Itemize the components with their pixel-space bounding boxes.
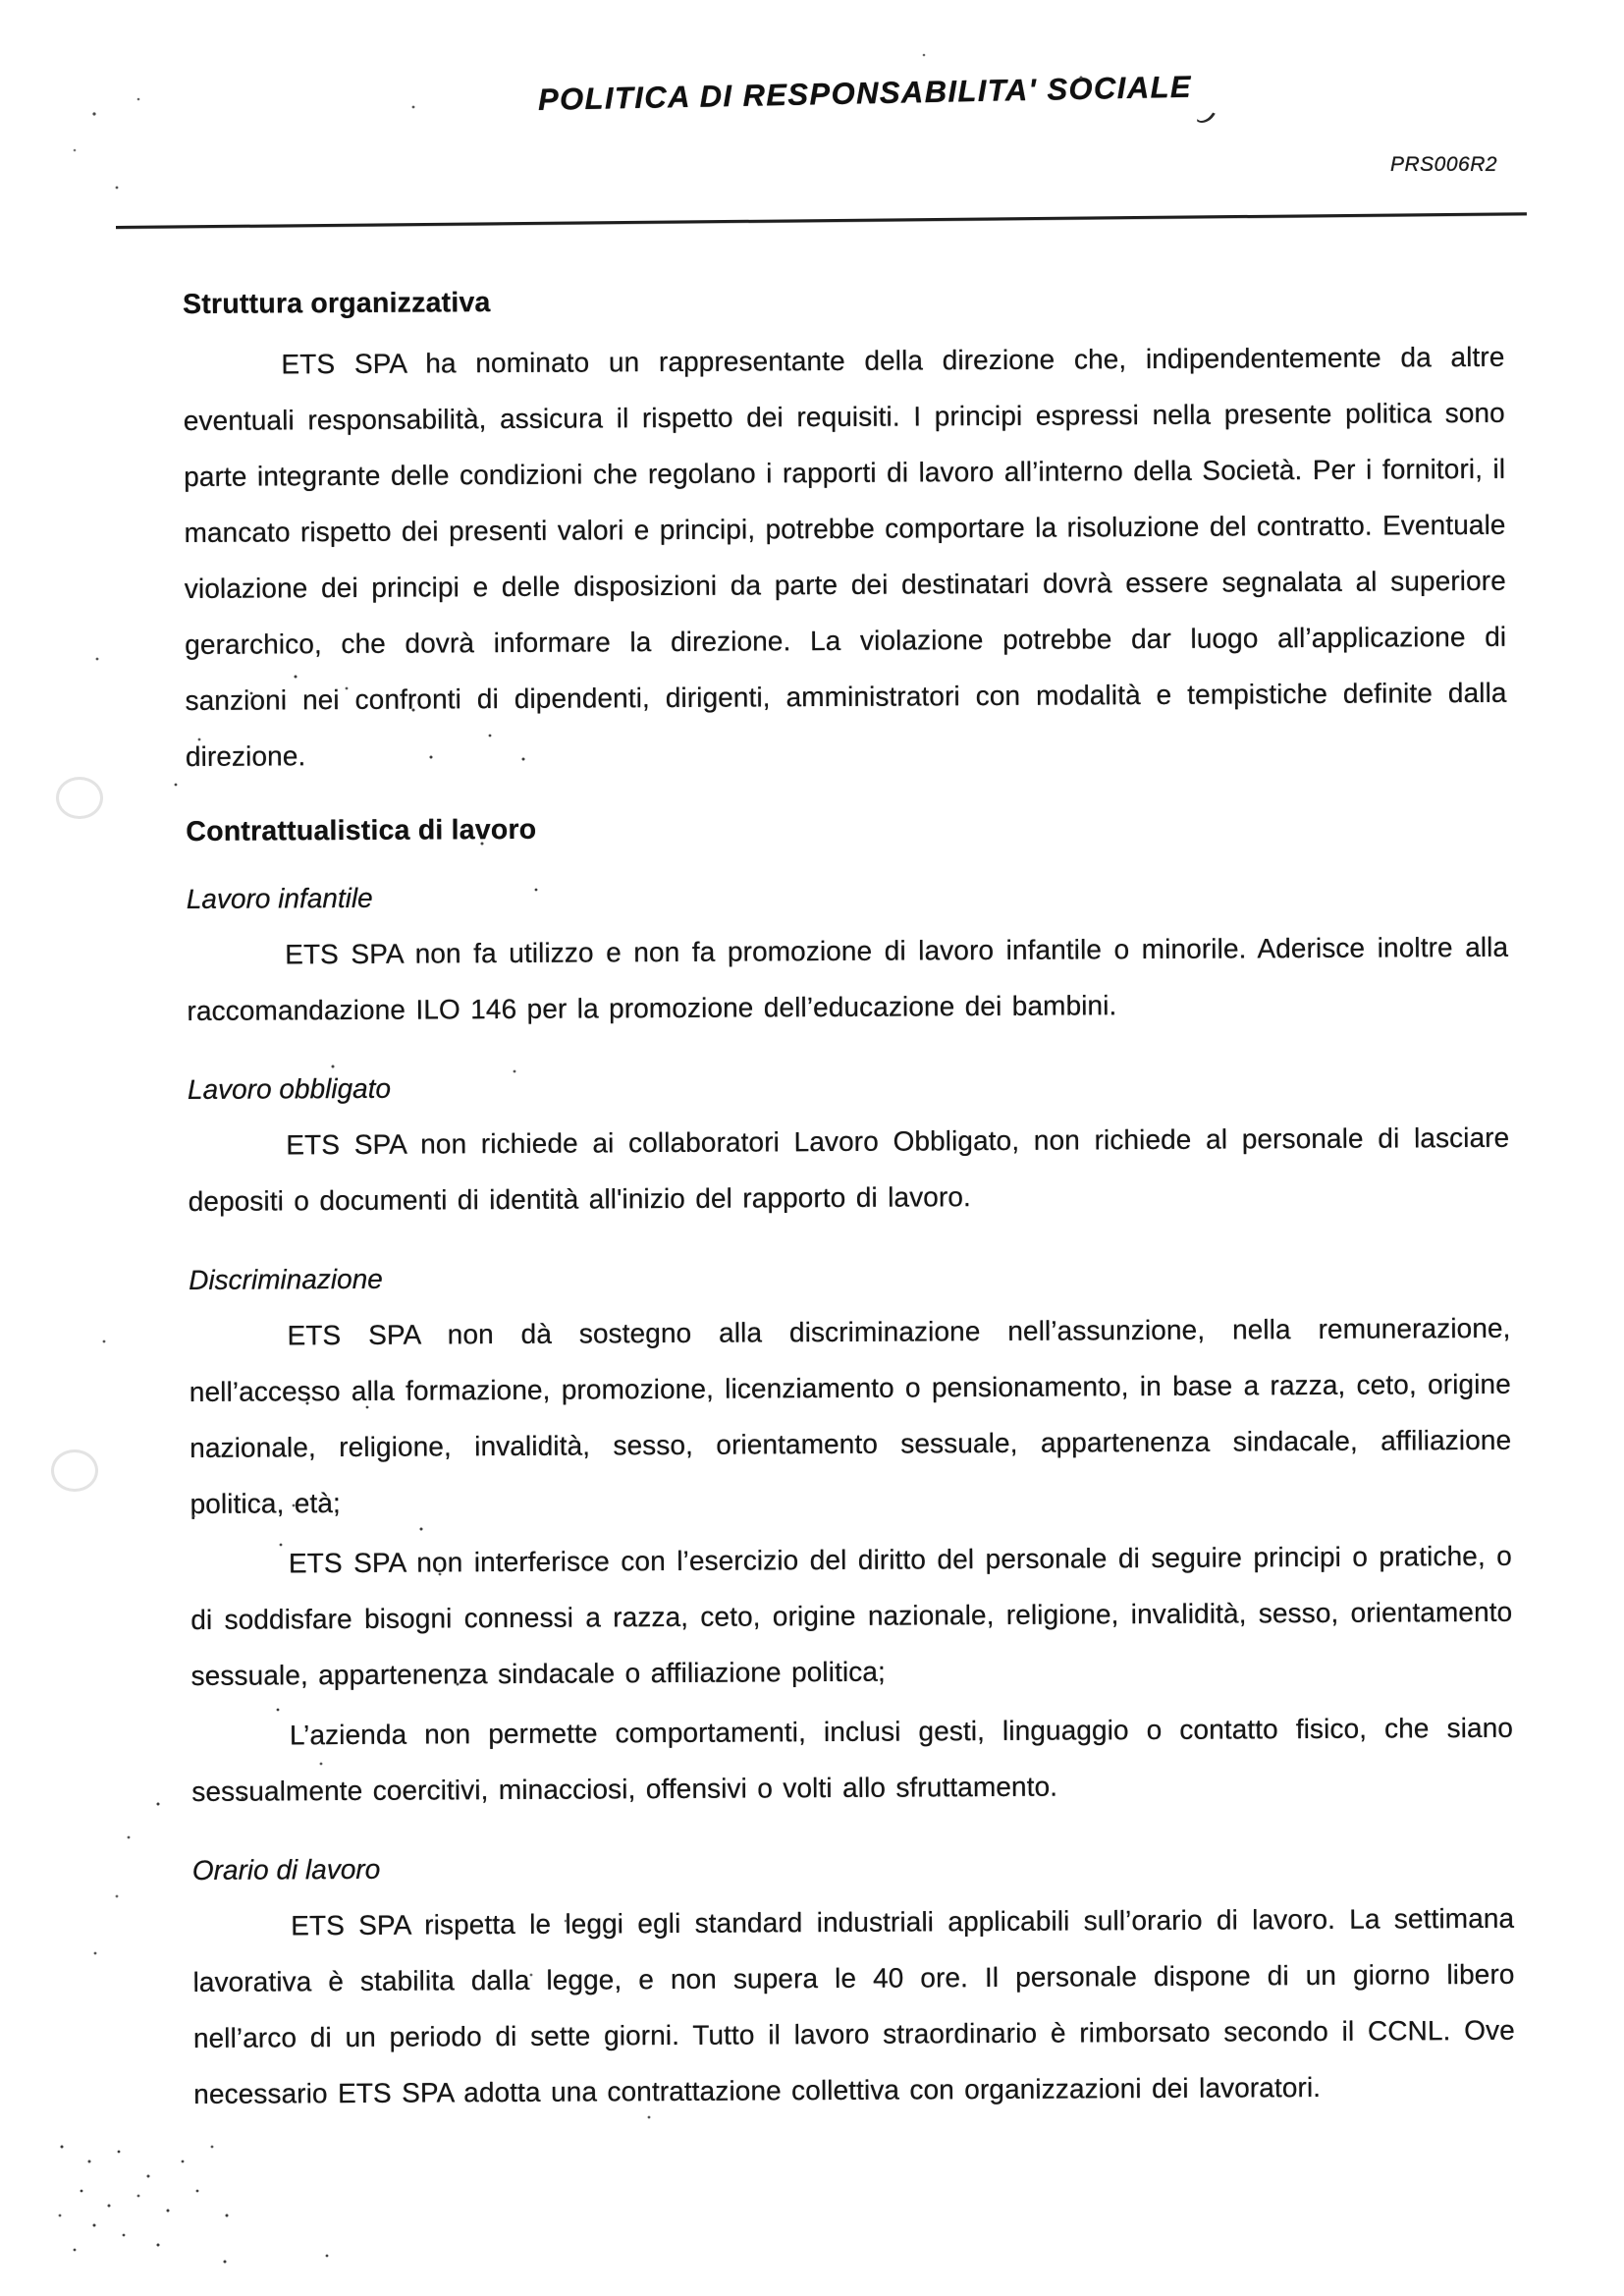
paragraph-orario-di-lavoro: ETS SPA rispetta le leggi egli standard industriali applicabili sull’orario di lavoro. La settimana lavorativa è stabilita dalla legge, e non supera le 40 ore. Il personale dispone di un giorno libero nell’arco di un periodo di sette giorni. Tutto il lavoro straordinario è rimborsato secondo il CCNL. Ove necessario ETS SPA adotta una contrattazione collettiva con organizzazioni dei lavoratori. [192, 1902, 1515, 2109]
punch-hole-mark [51, 1449, 98, 1492]
document-code: PRS006R2 [1390, 153, 1498, 176]
paragraph-lavoro-obbligato: ETS SPA non richiede ai collaboratori Lavoro Obbligato, non richiede al personale di lasciare depositi o documenti di identità all'inizio del rapporto di lavoro. [188, 1121, 1510, 1217]
subsection-heading-lavoro-obbligato: Lavoro obbligato [187, 1072, 392, 1105]
subsection-heading-orario-di-lavoro: Orario di lavoro [191, 1853, 381, 1886]
punch-hole-mark [56, 777, 103, 819]
header-divider-line [116, 212, 1527, 229]
document-body [183, 281, 1515, 2126]
paragraph-lavoro-infantile: ETS SPA non fa utilizzo e non fa promozione di lavoro infantile o minorile. Aderisce inoltre alla raccomandazione ILO 146 per la promozione dell’educazione dei bambini. [187, 931, 1509, 1026]
paragraph-struttura: ETS SPA ha nominato un rappresentante della direzione che, indipendentemente da altre eventuali responsabilità, assicura il rispetto dei requisiti. I principi espressi nella presente politica sono parte integrante delle condizioni che regolano i rapporti di lavoro all’interno della Società. Per i fornitori, il mancato rispetto dei presenti valori e principi, potrebbe comportare la risoluzione del contratto. Eventuale violazione dei principi e delle disposizioni da parte dei destinatari dovrà essere segnalata al superiore gerarchico, che dovrà informare la direzione. La violazione potrebbe dar luogo all’applicazione di sanzioni nei confronti di dipendenti, dirigenti, amministratori con modalità e tempistiche definite dalla direzione. [183, 341, 1507, 772]
section-heading-contrattualistica-di-lavoro: Contrattualistica di lavoro [186, 813, 537, 847]
paragraph-discriminazione-3: L’azienda non permette comportamenti, inclusi gesti, linguaggio o contatto fisico, che siano sessualmente coercitivi, minacciosi, offensivi o volti allo sfruttamento. [191, 1712, 1514, 1807]
paragraph-discriminazione-1: ETS SPA non dà sostegno alla discriminazione nell’assunzione, nella remunerazione, nell’accesso alla formazione, promozione, licenziamento o pensionamento, in base a razza, ceto, origine nazionale, religione, invalidità, sesso, orientamento sessuale, appartenenza sindacale, affiliazione politica, età; [189, 1312, 1512, 1519]
paragraph-discriminazione-2: ETS SPA non interferisce con l’esercizio del diritto del personale di seguire principi o pratiche, o di soddisfare bisogni connessi a razza, ceto, origine nazionale, religione, invalidità, sesso, orientamento sessuale, appartenenza sindacale o affiliazione politica; [190, 1540, 1513, 1691]
document-title: POLITICA DI RESPONSABILITA' SOCIALE [537, 69, 1193, 117]
scan-artifact-mark [1196, 109, 1216, 126]
scan-speckles [0, 0, 2, 2]
section-heading-struttura-organizzativa: Struttura organizzativa [183, 287, 491, 320]
subsection-heading-lavoro-infantile: Lavoro infantile [186, 882, 373, 914]
subsection-heading-discriminazione: Discriminazione [189, 1263, 383, 1295]
